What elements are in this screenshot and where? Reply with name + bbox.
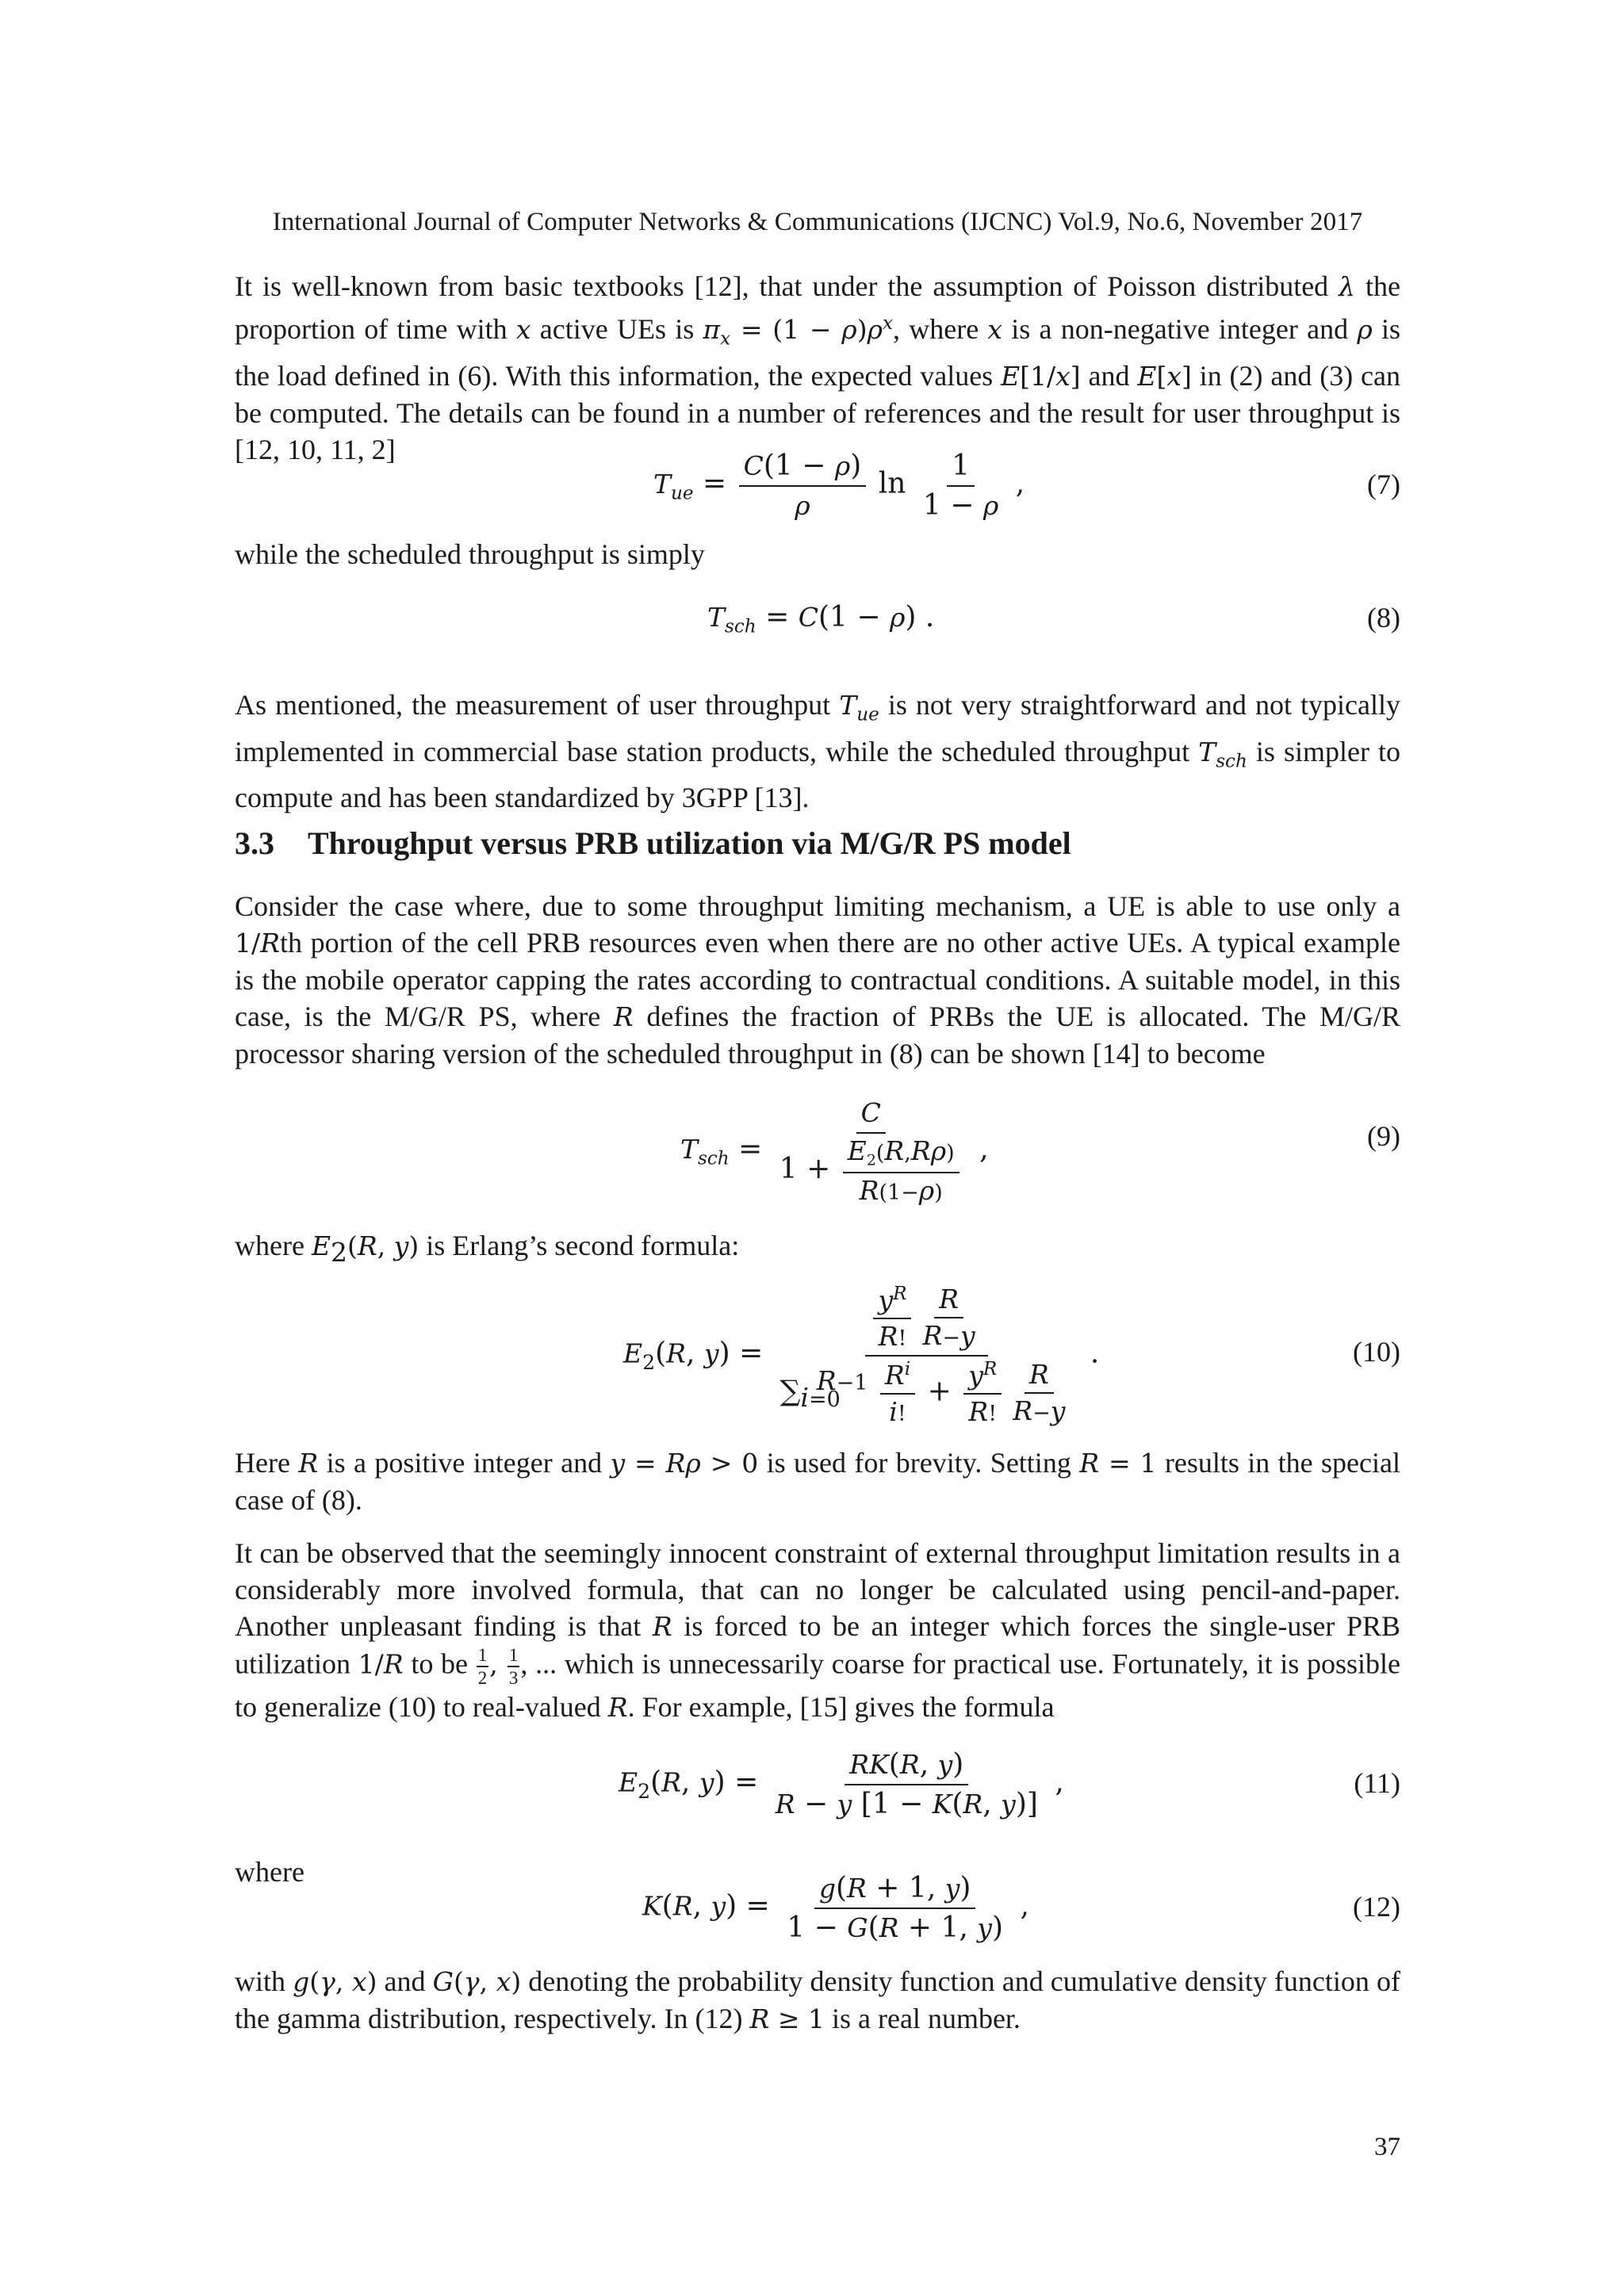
equation-12: K(R, y) = $\frac{g(R + 1, y)}{1 - G(R + 1, y)}$ , (12) — [642, 1872, 1400, 1944]
page-number: 37 — [1374, 2133, 1400, 2161]
equation-number: (8) — [1367, 602, 1400, 633]
equation-number: (11) — [1354, 1767, 1400, 1799]
line-erlang: where $E_2(R$, y) is Erlang’s second formula: — [235, 1230, 740, 1269]
section-heading: 3.3 Throughput versus PRB utilization via M/G/R PS model — [235, 825, 1071, 861]
paragraph-poisson: It is well-known from basic textbooks [12], that under the assumption of Poisson distributed λ the proportion of time with x active UEs is $\pi_x = (1 - \rho)\rho^x$, where x is a non-negative integer and ρ is the load defined in (6). With this information, the expected values E[1/x] and E[x] in (2) and (3) can be computed. The details can be found in a number of references and the result for user throughput is [12, 10, 11, 2] — [235, 270, 1401, 465]
equation-9: $T_{sch}$ = C 1 + $\frac{E_2(R,R\rho)}{R(1-\rho)}$ , (9) — [680, 1097, 1400, 1206]
equation-number: (7) — [1367, 469, 1400, 500]
paragraph-mgr-model: Consider the case where, due to some throughput limiting mechanism, a UE is able to use only a 1/Rth portion of the cell PRB resources even when there are no other active UEs. A typical example is the mobile operator capping the rates according to contractual conditions. A suitable model, in this case, is the M/G/R PS, where R defines the fraction of PRBs the UE is allocated. The M/G/R processor sharing version of the scheduled throughput in (8) can be shown [14] to become — [235, 890, 1400, 1070]
equation-number: (12) — [1353, 1891, 1400, 1923]
equation-8: $T_{sch} = C(1 - \rho)$ . (8) — [707, 601, 1400, 637]
equation-number: (10) — [1353, 1336, 1400, 1368]
equation-number: (9) — [1367, 1120, 1400, 1152]
line-where: where — [235, 1856, 304, 1888]
paragraph-gamma: with g(γ, x) and G(γ, x) denoting the probability density function and cumulative density function of the gamma distribution, respectively. In (12) R ≥ 1 is a real number. — [235, 1965, 1400, 2034]
line-scheduled: while the scheduled throughput is simply — [235, 538, 705, 570]
equation-10: $E_2(R$, y) = $\frac{y^R}{R!}$ $\frac{R}{R-y}$ $\sum_{i=0}^{R-1}$ $\frac{R^i}{i!}$ + $\frac{y^R}{R!}$ $\frac{R}{R-y}$ . (10) — [623, 1284, 1400, 1427]
running-header: International Journal of Computer Networks & Communications (IJCNC) Vol.9, No.6, November 2017 — [272, 208, 1363, 236]
paragraph-measurement: As mentioned, the measurement of user throughput $T_{ue}$ is not very straightforward and not typically implemented in commercial base station products, while the scheduled throughput $T_{sch}$ is simpler to compute and has been standardized by 3GPP [13]. — [235, 689, 1400, 814]
equation-11: $E_2(R$, y) = $\frac{RK(R, y)}{R - y [1 - K(R, y)]}$ , (11) — [619, 1748, 1400, 1820]
equation-7: $T_{ue}$ = $\frac{C(1 - \rho)}{\rho}$ ln $\frac{1}{1 - \rho}$ , (7) — [653, 450, 1400, 522]
paragraph-positive-integer: Here R is a positive integer and y = Rρ > 0 is used for brevity. Setting R = 1 results in the special case of (8). — [235, 1447, 1400, 1516]
paragraph-constraint: It can be observed that the seemingly innocent constraint of external throughput limitation results in a considerably more involved formula, that can no longer be calculated using pencil-and-paper. Another unpleasant finding is that R is forced to be an integer which forces the single-user PRB utilization 1/R to be $\frac{1}{2}$ , $\frac{1}{3}$ , ... which is unnecessarily coarse for practical use. Fortunately, it is possible to generalize (10) to real-valued R. For example, [15] gives the formula — [235, 1537, 1401, 1723]
